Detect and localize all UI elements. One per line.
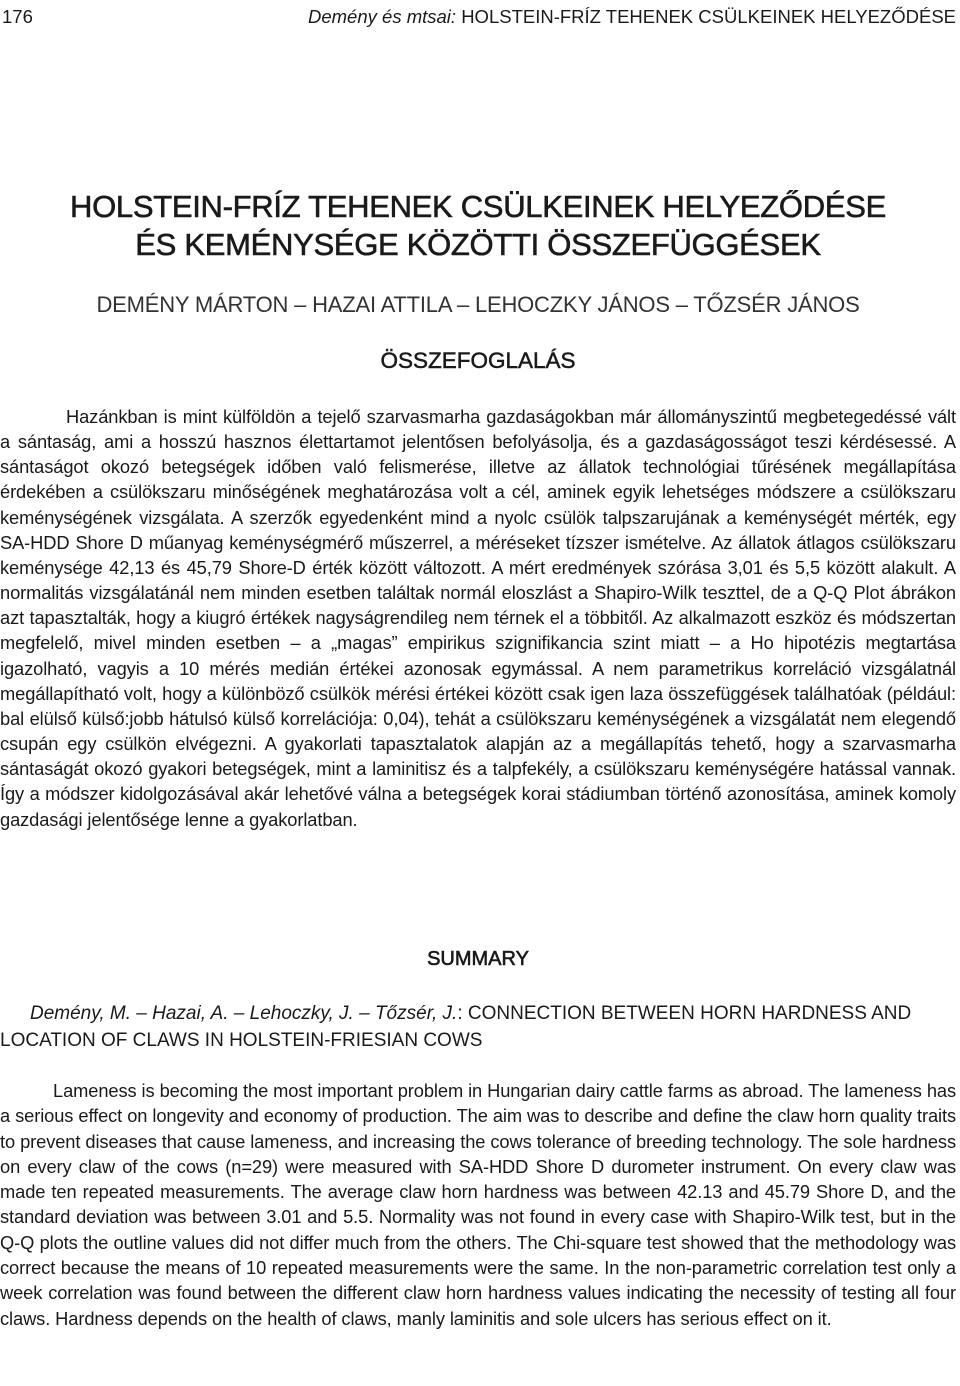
article-authors: DEMÉNY MÁRTON – HAZAI ATTILA – LEHOCZKY JÁNOS – TŐZSÉR JÁNOS bbox=[96, 292, 860, 317]
summary-title-authors: Demény, M. – Hazai, A. – Lehoczky, J. – Tőzsér, J. bbox=[30, 1003, 458, 1024]
article-title bbox=[0, 188, 956, 264]
running-title: HOLSTEIN-FRÍZ TEHENEK CSÜLKEINEK HELYEZŐDÉSE bbox=[461, 6, 956, 27]
summary-title-separator: : bbox=[457, 1003, 468, 1024]
summary-title-text: CONNECTION BETWEEN HORN HARDNESS AND LOCATION OF CLAWS IN HOLSTEIN-FRIESIAN COWS bbox=[0, 1003, 912, 1051]
article-title-line-1: HOLSTEIN-FRÍZ TEHENEK CSÜLKEINEK HELYEZŐDÉSE bbox=[70, 189, 886, 224]
page-number: 176 bbox=[2, 6, 33, 27]
running-authors: Demény és mtsai: bbox=[308, 6, 457, 27]
running-head bbox=[0, 2, 956, 32]
summary-heading: SUMMARY bbox=[427, 948, 529, 970]
running-title-block bbox=[308, 2, 956, 32]
summary-text: Lameness is becoming the most important problem in Hungarian dairy cattle farms as abroad. The lameness has a serious effect on longevity and economy of production. The aim was to describe and define the claw horn quality traits to prevent diseases that cause lameness, and increasing the cows tolerance of breeding technology. The sole hardness on every claw of the cows (n=29) were measured with SA-HDD Shore D durometer instrument. On every claw was made ten repeated measurements. The average claw horn hardness was between 42.13 and 45.79 Shore D, and the standard deviation was between 3.01 and 5.5. Normality was not found in every case with Shapiro-Wilk test, but in the Q-Q plots the outline values did not differ much from the others. The Chi-square test showed that the methodology was correct because the means of 10 repeated measurements were the same. In the non-parametric correlation test only a week correlation was found between the different claw horn hardness values indicating the necessity of testing all four claws. Hardness depends on the health of claws, manly laminitis and sole ulcers has serious effect on it. bbox=[0, 1080, 956, 1329]
summary-title bbox=[0, 1000, 956, 1054]
abstract-hu-text: Hazánkban is mint külföldön a tejelő szarvasmarha gazdaságokban már állományszintű megbetegedéssé vált a sántaság, ami a hosszú hasznos élettartamot jelentősen befolyásolja, és a gazdaságosságot teszi kérdésessé. A sántaságot okozó betegségek időben való felismerése, illetve az állatok technológiai tűrésének megállapítása érdekében a csülökszaru minőségének meghatározása volt a cél, aminek egyik lehetséges módszere a csülökszaru keménységének vizsgálata. A szerzők egyedenként mind a nyolc csülök talpszarujának a keménységét mérték, egy SA-HDD Shore D műanyag keménységmérő műszerrel, a méréseket tízszer ismételve. Az állatok átlagos csülökszaru keménysége 42,13 és 45,79 Shore-D érték között változott. A mért eredmények szórása 3,01 és 5,5 között alakult. A normalitás vizsgálatánál nem minden esetben találtak normál eloszlást a Shapiro-Wilk teszttel, de a Q-Q Plot ábrákon azt tapasztalták, hogy a kiugró értékek nagyságrendileg nem térnek el a többitől. Az alkalmazott eszköz és módszertan megfelelő, mivel minden esetben – a „magas” empirikus szignifikancia szint miatt – a Ho hipotézis megtartása igazolható, vagyis a 10 mérés medián értékei azonosak egymással. A nem parametrikus korreláció vizsgálatnál megállapítható volt, hogy a különböző csülkök mérési értékei között csak igen laza összefüggések találhatóak (például: bal elülső külső:jobb hátulsó külső korrelációja: 0,04), tehát a csülökszaru keménységének a vizsgálatát nem elegendő csupán egy csülkön elvégezni. A gyakorlati tapasztalatok alapján az a megállapítás tehető, hogy a szarvasmarha sántaságát okozó gyakori betegségek, mint a laminitisz és a talpfekély, a csülökszaru keménységére hatással vannak. Így a módszer kidolgozásával akár lehetővé válna a betegségek korai stádiumban történő azonosítása, aminek komoly gazdasági jelentősége lenne a gyakorlatban. bbox=[0, 406, 956, 830]
article-title-line-2: ÉS KEMÉNYSÉGE KÖZÖTTI ÖSSZEFÜGGÉSEK bbox=[135, 227, 821, 262]
abstract-hu-heading: ÖSSZEFOGLALÁS bbox=[380, 348, 576, 373]
